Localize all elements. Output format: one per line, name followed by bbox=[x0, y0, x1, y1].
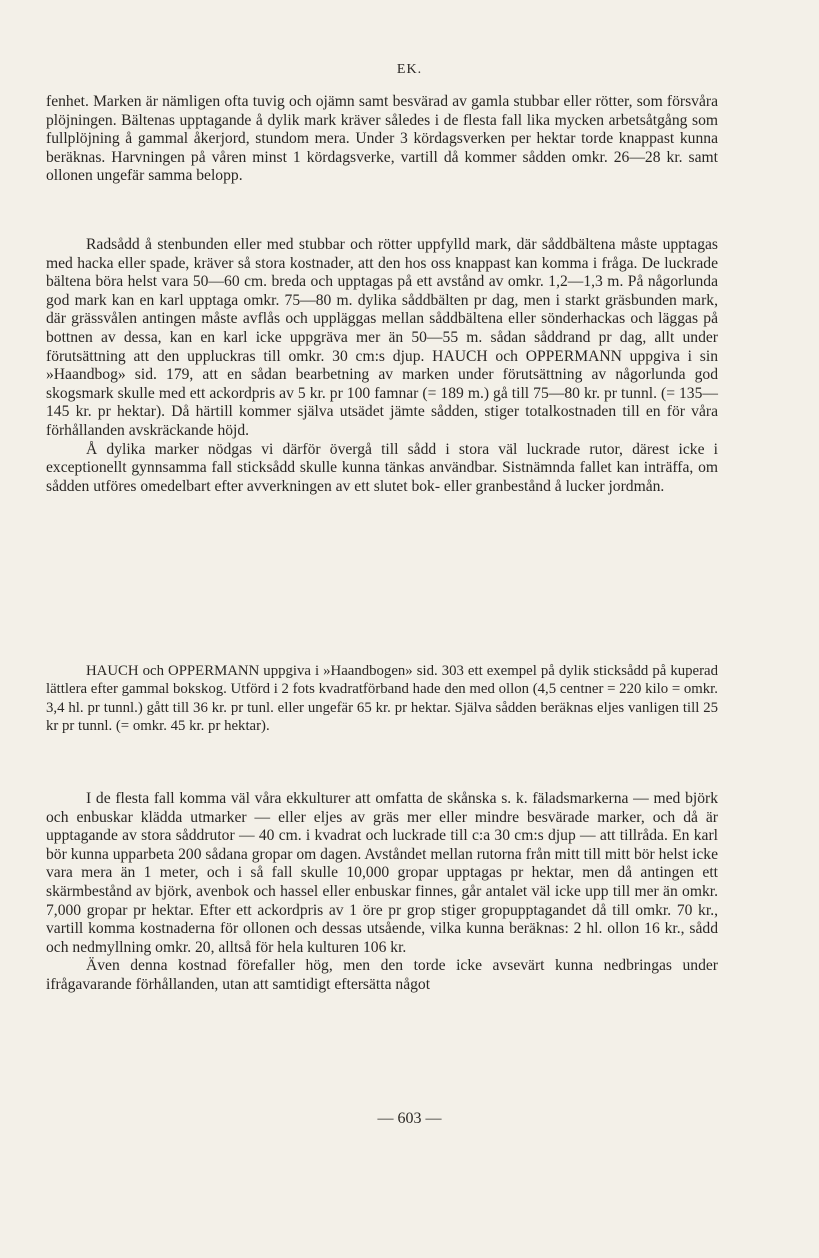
page-number: — 603 — bbox=[377, 1110, 442, 1127]
paragraph-hauch-example: HAUCH och OPPERMANN uppgiva i »Haandbogen» sid. 303 ett exempel på dylik sticksådd på kuperad lättlera efter gammal bokskog. Utförd i 2 fots kvadratförband hade den med ollon (4,5 centner = 220 kilo = omkr. 3,4 hl. pr tunnl.) gått till 36 kr. pr tunl. eller ungefär 65 kr. pr hektar. Själva sådden beräknas eljes vanligen till 25 kr pr tunnl. (= omkr. 45 kr. pr hektar). bbox=[46, 663, 718, 735]
text-block-3 bbox=[46, 790, 718, 995]
paragraph-continued: fenhet. Marken är nämligen ofta tuvig och ojämn samt besvärad av gamla stubbar eller rötter, som försvåra plöjningen. Bältenas upptagande å dylik mark kräver således i de flesta fall lika mycken arbetsåtgång som fullplöjning å gammal åkerjord, stundom mera. Under 3 kördagsverken per hektar torde knappast kunna beräknas. Harvningen på våren minst 1 kördagsverke, vartill då kommer sådden omkr. 26—28 kr. samt ollonen ungefär samma belopp. bbox=[46, 93, 718, 185]
paragraph-kostnad: Även denna kostnad förefaller hög, men den torde icke avsevärt kunna nedbringas under ifrågavarande förhållanden, utan att samtidigt eftersätta något bbox=[46, 957, 718, 993]
paragraph-radsadd: Radsådd å stenbunden eller med stubbar och rötter uppfylld mark, där såddbältena måste upptagas med hacka eller spade, kräver så stora kostnader, att den hos oss knappast kan komma i fråga. De luckrade bältena böra helst vara 50—60 cm. breda och upptagas på ett avstånd av omkr. 1,2—1,3 m. På någorlunda god mark kan en karl upptaga omkr. 75—80 m. dylika såddbälten pr dag, men i starkt gräsbunden mark, där grässvålen antingen måste avflås och uppläggas mellan såddbältena eller sönderhackas och läggas på bottnen av dessa, kan en karl icke uppgräva mer än 50—55 m. sådan såddrand pr dag, allt under förutsättning att den uppluckras till omkr. 30 cm:s djup. HAUCH och OPPERMANN uppgiva i sin »Haandbog» sid. 179, att en sådan bearbetning av marken under förutsättning av någorlunda god skogsmark skulle med ett ackordpris av 5 kr. pr 100 famnar (= 189 m.) gå till 75—80 kr. pr tunnl. (= 135—145 kr. pr hektar). Då härtill kommer själva utsädet jämte sådden, stiger totalkostnaden till en för våra förhållanden avskräckande höjd. bbox=[46, 236, 718, 439]
running-title: EK. bbox=[396, 62, 423, 77]
paragraph-rutor: Å dylika marker nödgas vi därför övergå till sådd i stora väl luckrade rutor, därest icke i exceptionellt gynnsamma fall sticksådd skulle kunna tänkas användbar. Sistnämnda fallet kan inträffa, om sådden utföres omedelbart efter avverkningen av ett slutet bok- eller granbestånd å lucker jordmån. bbox=[46, 440, 718, 495]
paragraph-faladsmarker: I de flesta fall komma väl våra ekkulturer att omfatta de skånska s. k. fäladsmarkerna — med björk och enbuskar klädda utmarker — eller eljes av gräs mer eller mindre besvärade marker, och då är upptagande av stora såddrutor — 40 cm. i kvadrat och luckrade till c:a 30 cm:s djup — att tillråda. En karl bör kunna upparbeta 200 sådana gropar om dagen. Avståndet mellan rutorna från mitt till mitt bör helst icke vara mera än 1 meter, och i så fall skulle 10,000 gropar upptagas pr hektar, men då antingen ett skärmbestånd av björk, avenbok och hassel eller enbuskar finnes, går antalet väl icke upp till mer än omkr. 7,000 gropar pr hektar. Efter ett ackordpris av 1 öre pr grop stiger gropupptagandet då till omkr. 70 kr., vartill komma kostnaderna för ollonen och dessas utsående, vilka kunna beräknas: 2 hl. ollon 16 kr., sådd och nedmyllning omkr. 20, alltså för hela kulturen 106 kr. bbox=[46, 790, 718, 956]
text-block-note bbox=[46, 662, 718, 736]
text-block-2 bbox=[46, 236, 718, 496]
text-block-1 bbox=[46, 93, 718, 186]
